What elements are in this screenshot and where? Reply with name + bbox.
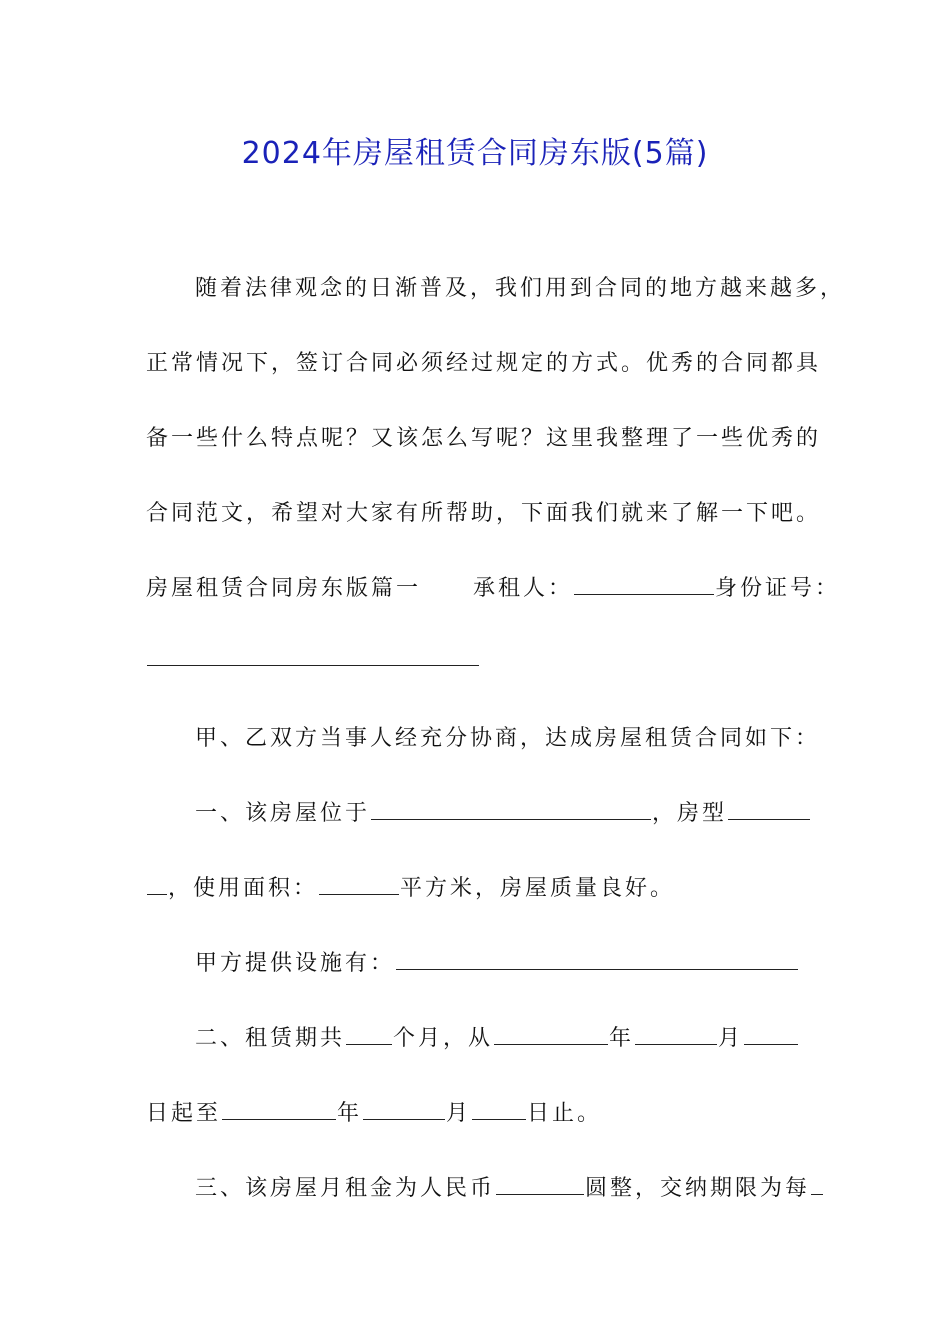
facilities-blank[interactable] bbox=[396, 949, 798, 970]
month-label: 月 bbox=[718, 1026, 744, 1051]
day-end-label: 日止。 bbox=[527, 1101, 603, 1126]
day-from-label: 日起至 bbox=[146, 1101, 222, 1126]
section-heading-line bbox=[146, 571, 840, 602]
clause-3-line-1 bbox=[195, 1171, 824, 1202]
end-month-label: 月 bbox=[446, 1101, 472, 1126]
rent-label: 三、该房屋月租金为人民币 bbox=[195, 1176, 496, 1201]
start-year-blank[interactable] bbox=[494, 1024, 608, 1045]
clause-1-line-1 bbox=[195, 796, 811, 827]
document-title: 2024年房屋租赁合同房东版(5篇) bbox=[241, 136, 709, 171]
lessee-label: 承租人： bbox=[473, 576, 574, 601]
area-unit-text: 平方米，房屋质量良好。 bbox=[400, 876, 676, 901]
room-type-blank-cont[interactable] bbox=[147, 874, 167, 895]
lessee-blank[interactable] bbox=[574, 574, 714, 595]
year-label: 年 bbox=[609, 1026, 635, 1051]
area-blank[interactable] bbox=[319, 874, 399, 895]
room-type-blank[interactable] bbox=[728, 799, 810, 820]
clause-1-location-label: 一、该房屋位于 bbox=[195, 801, 371, 826]
id-number-line bbox=[146, 645, 480, 672]
lease-from-label: 个月，从 bbox=[393, 1026, 494, 1051]
end-year-blank[interactable] bbox=[222, 1099, 336, 1120]
lease-term-label: 二、租赁期共 bbox=[195, 1026, 346, 1051]
rent-blank[interactable] bbox=[496, 1174, 584, 1195]
payment-term-blank[interactable] bbox=[811, 1174, 823, 1195]
intro-line-2: 正常情况下，签订合同必须经过规定的方式。优秀的合同都具 bbox=[146, 351, 822, 376]
intro-line-4: 合同范文，希望对大家有所帮助，下面我们就来了解一下吧。 bbox=[146, 501, 822, 526]
start-day-blank[interactable] bbox=[744, 1024, 798, 1045]
months-blank[interactable] bbox=[346, 1024, 392, 1045]
payment-term-label: 圆整，交纳期限为每 bbox=[585, 1176, 811, 1201]
end-year-label: 年 bbox=[337, 1101, 363, 1126]
clause-2-line-1 bbox=[195, 1021, 799, 1052]
area-label: ，使用面积： bbox=[168, 876, 319, 901]
start-month-blank[interactable] bbox=[635, 1024, 717, 1045]
end-day-blank[interactable] bbox=[472, 1099, 526, 1120]
agreement-text: 甲、乙双方当事人经充分协商，达成房屋租赁合同如下： bbox=[195, 726, 821, 751]
id-number-blank[interactable] bbox=[147, 645, 479, 666]
room-type-label: ，房型 bbox=[652, 801, 728, 826]
intro-line-1: 随着法律观念的日渐普及，我们用到合同的地方越来越多， bbox=[195, 276, 846, 301]
facilities-line bbox=[195, 946, 799, 977]
end-month-blank[interactable] bbox=[363, 1099, 445, 1120]
id-label: 身份证号： bbox=[715, 576, 841, 601]
facilities-label: 甲方提供设施有： bbox=[195, 951, 396, 976]
location-blank[interactable] bbox=[371, 799, 651, 820]
intro-line-3: 备一些什么特点呢？又该怎么写呢？这里我整理了一些优秀的 bbox=[146, 426, 822, 451]
clause-2-line-2 bbox=[146, 1096, 602, 1127]
clause-1-line-2 bbox=[146, 871, 675, 902]
section-heading: 房屋租赁合同房东版篇一 bbox=[146, 576, 422, 601]
